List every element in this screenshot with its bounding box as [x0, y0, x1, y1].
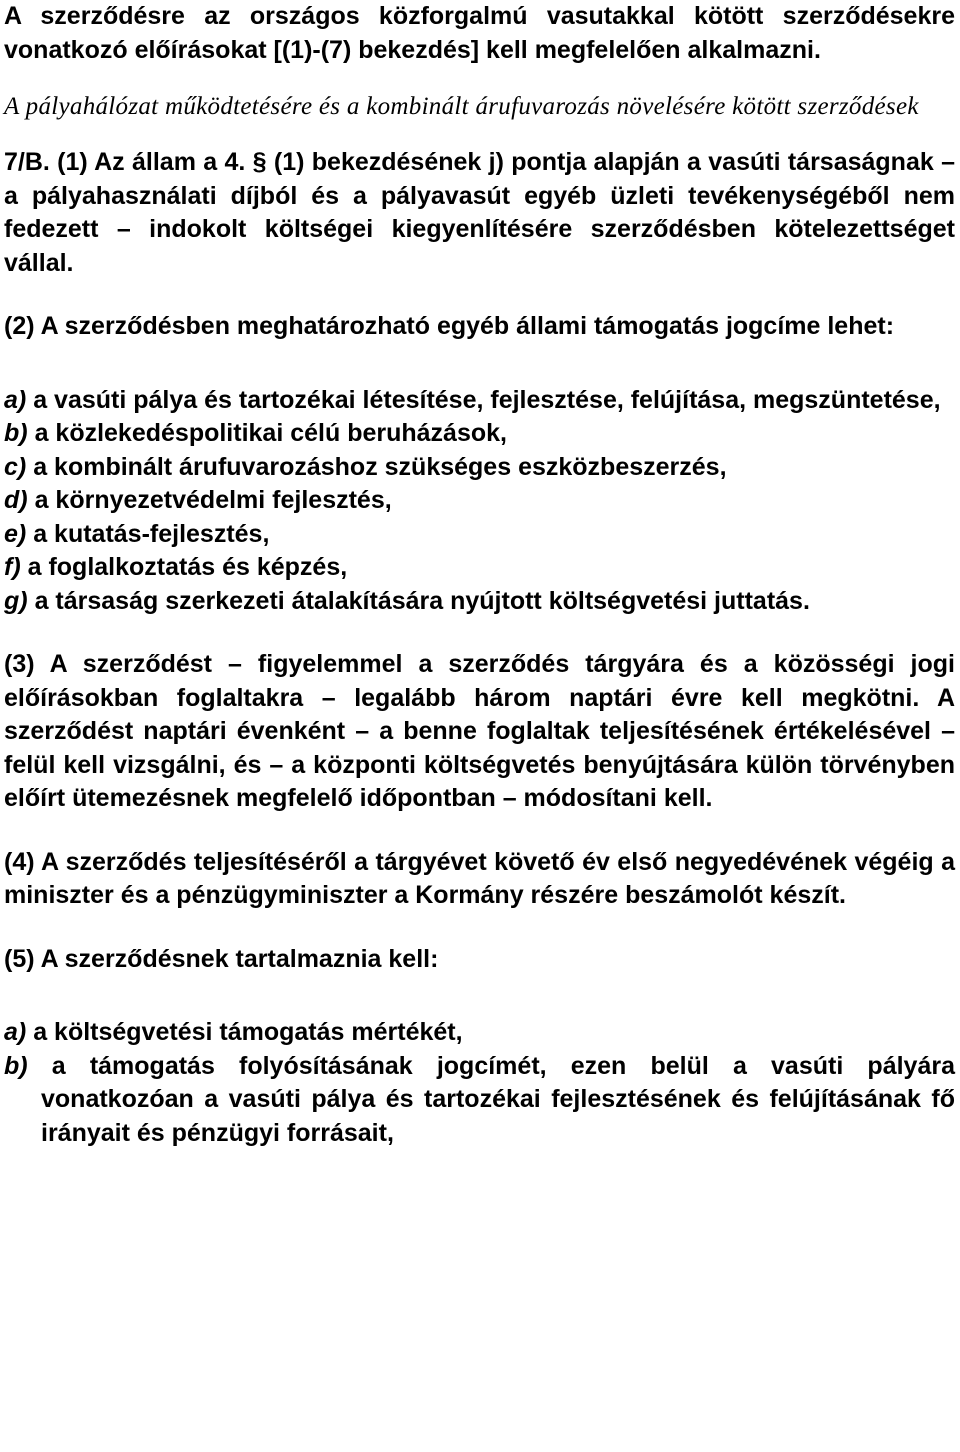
list-item-label: b)	[4, 419, 28, 447]
spacer	[4, 67, 955, 89]
spacer	[4, 280, 955, 310]
list-item	[4, 518, 955, 552]
list-item	[4, 417, 955, 451]
paragraph-7b-2: (2) A szerződésben meghatározható egyéb állami támogatás jogcíme lehet:	[4, 312, 895, 340]
list-item-text: a közlekedéspolitikai célú beruházások,	[34, 419, 507, 447]
section-heading: A pályahálózat működtetésére és a kombinált árufuvarozás növelésére kötött szerződések	[4, 93, 919, 120]
list-item-label: a)	[4, 385, 27, 414]
spacer	[4, 124, 955, 146]
spacer	[4, 816, 955, 846]
list-item-text: a környezetvédelmi fejlesztés,	[34, 486, 392, 514]
paragraph-7b-4: (4) A szerződés teljesítéséről a tárgyévet követő év első negyedévének végéig a miniszter és a pénzügyminiszter a Kormány részére beszámolót készít.	[4, 847, 955, 909]
spacer	[4, 344, 955, 384]
paragraph-7b-1: 7/B. (1) Az állam a 4. § (1) bekezdésének j) pontja alapján a vasúti társaságnak – a pályahasználati díjból és a pályavasút egyéb üzleti tevékenységéből nem fedezett – indokolt költségei kiegyenlítésére szerződésben kötelezettséget vállal.	[4, 148, 955, 277]
support-title-list	[4, 384, 955, 619]
paragraph-7b-5: (5) A szerződésnek tartalmaznia kell:	[4, 944, 439, 973]
intro-paragraph: A szerződésre az országos közforgalmú vasutakkal kötött szerződésekre vonatkozó előírásokat [(1)-(7) bekezdés] kell megfelelően alkalmazni.	[4, 2, 955, 64]
list-item	[4, 451, 955, 485]
list-item	[4, 585, 955, 619]
list-item	[4, 1016, 955, 1050]
list-item-text: a kombinált árufuvarozáshoz szükséges eszközbeszerzés,	[33, 452, 727, 481]
list-item-label: d)	[4, 486, 28, 514]
list-item-text: a társaság szerkezeti átalakítására nyújtott költségvetési juttatás.	[34, 586, 810, 615]
spacer	[4, 913, 955, 943]
list-item-text: a vasúti pálya és tartozékai létesítése, fejlesztése, felújítása, megszüntetése,	[33, 385, 941, 414]
contract-contents-list	[4, 1016, 955, 1150]
spacer	[4, 976, 955, 1016]
list-item	[4, 551, 955, 585]
list-item-label: g)	[4, 586, 28, 615]
document-page	[4, 0, 955, 1150]
list-item-text: a támogatás folyósításának jogcímét, ezen belül a vasúti pályára vonatkozóan a vasúti pálya és tartozékai fejlesztésének és felújításának fő irányait és pénzügyi forrásait,	[41, 1051, 955, 1147]
list-item-label: a)	[4, 1018, 27, 1046]
list-item-text: a költségvetési támogatás mértékét,	[33, 1018, 463, 1046]
list-item	[4, 1050, 955, 1151]
list-item-text: a kutatás-fejlesztés,	[33, 519, 270, 548]
list-item-label: f)	[4, 553, 21, 581]
paragraph-7b-3: (3) A szerződést – figyelemmel a szerződés tárgyára és a közösségi jogi előírásokban foglaltakra – legalább három naptári évre kell megkötni. A szerződést naptári évenként – a benne foglaltak teljesítésének értékelésével – felül kell vizsgálni, és – a központi költségvetés benyújtására külön törvényben előírt ütemezésnek megfelelő időpontban – módosítani kell.	[4, 650, 955, 812]
list-item-label: e)	[4, 519, 27, 548]
list-item-text: a foglalkoztatás és képzés,	[27, 553, 348, 581]
list-item	[4, 384, 955, 418]
spacer	[4, 618, 955, 648]
list-item-label: c)	[4, 452, 27, 481]
list-item	[4, 484, 955, 518]
list-item-label: b)	[4, 1051, 28, 1080]
